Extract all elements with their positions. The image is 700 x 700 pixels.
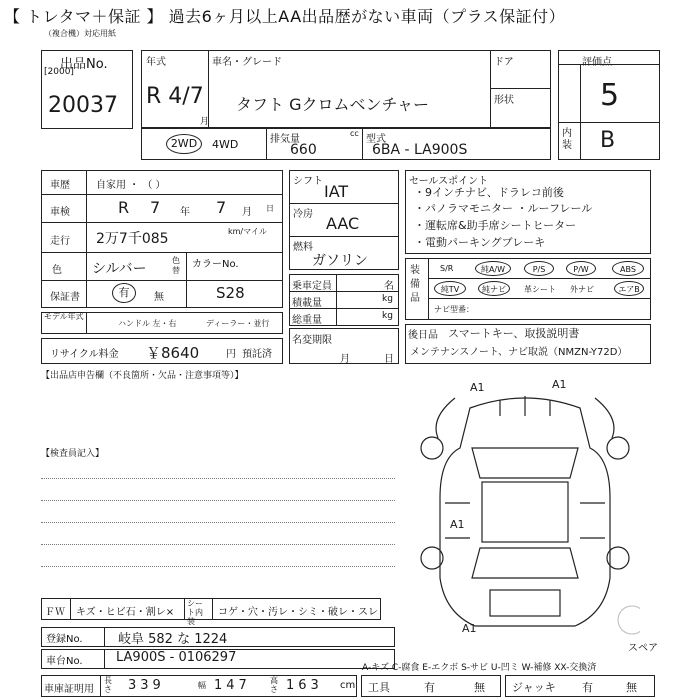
equip-airbag: エアB <box>614 281 644 296</box>
damage-mark-rear: A1 <box>462 622 477 635</box>
damage-mark-front-left: A1 <box>470 381 485 394</box>
drive-2wd: 2WD <box>166 134 202 154</box>
after-line-2: メンテナンスノート、ナビ取説（NMZN-Y72D） <box>410 347 628 358</box>
lot-number: 20037 <box>48 93 118 118</box>
certificate-unit: cm <box>340 680 356 691</box>
displacement-unit: cc <box>350 129 359 138</box>
door-label: ドア <box>494 57 514 68</box>
type-label: 型式 <box>366 134 386 145</box>
model-spec-label: モデル年式 <box>44 312 84 321</box>
inspection-label: 車検 <box>50 207 70 218</box>
length-label: 長さ <box>104 676 112 694</box>
equip-sr: S/R <box>440 264 454 273</box>
title-change-day: 日 <box>384 354 394 365</box>
year-value: R 4/7 <box>146 84 204 109</box>
chassis-label: 車台No. <box>46 656 83 667</box>
equip-ext-navi: 外ナビ <box>570 285 594 294</box>
dealer-value: ディーラー・並行 <box>206 319 270 328</box>
handle-value: ハンドル 左・右 <box>118 319 177 328</box>
damage-legend: A-キズ C-腐食 E-エクボ S-サビ U-凹ミ W-補修 XX-交換済 <box>362 663 597 673</box>
chassis-value: LA900S - 0106297 <box>116 650 237 665</box>
car-damage-diagram <box>410 378 640 640</box>
selling-line-1: ・9インチナビ、ドラレコ前後 <box>414 186 564 199</box>
fw-items: キズ・ヒビ石・割レ× <box>76 607 175 618</box>
tools-yes: 有 <box>424 681 435 694</box>
warranty-yes: 有 <box>112 283 136 303</box>
color-change-label: 色替 <box>172 256 180 275</box>
score-value: 5 <box>600 78 620 113</box>
year-suffix: 月 <box>200 117 210 127</box>
recycle-value: ￥8640 <box>146 344 200 362</box>
height-value: 163 <box>286 678 323 693</box>
interior-label: 内装 <box>562 128 572 151</box>
ac-label: 冷房 <box>293 209 313 220</box>
shift-label: シフト <box>293 176 323 187</box>
colorno-value: S28 <box>216 284 245 302</box>
model-label: 車名・グレード <box>212 57 282 68</box>
width-value: 147 <box>214 678 251 693</box>
warranty-label: 保証書 <box>50 292 80 303</box>
equip-power-steering: P/S <box>524 261 554 276</box>
after-line-1: スマートキー、取扱説明書 <box>448 327 580 340</box>
selling-label: セールスポイント <box>409 176 489 187</box>
selling-line-4: ・電動パーキングブレーキ <box>414 236 546 249</box>
inspection-month-unit: 月 <box>242 207 252 218</box>
equip-leather: 革シート <box>524 285 556 294</box>
mileage-label: 走行 <box>50 236 70 247</box>
lot-code: [2000] <box>44 67 74 77</box>
weight-label: 総重量 <box>292 315 322 326</box>
registration-value: 岐阜 582 な 1224 <box>118 632 228 647</box>
registration-label: 登録No. <box>46 634 83 645</box>
color-label: 色 <box>52 265 62 276</box>
warranty-no: 無 <box>154 292 164 303</box>
weight-unit: kg <box>382 311 393 321</box>
equip-tv: 純TV <box>434 281 466 296</box>
drive-4wd: 4WD <box>212 138 239 151</box>
inspection-year-unit: 年 <box>180 207 190 218</box>
lot-label: 出品No. <box>60 57 108 72</box>
fw-label: ＦＷ <box>45 607 65 618</box>
title-change-label: 名変期限 <box>292 335 332 346</box>
subnote: （複合機）対応用紙 <box>44 29 116 38</box>
load-label: 積載量 <box>292 298 322 309</box>
recycle-note: 預託済 <box>242 349 272 360</box>
equip-power-window: P/W <box>566 261 596 276</box>
mileage-value: 2万7千085 <box>96 231 169 247</box>
after-label: 後日品 <box>408 330 438 341</box>
equip-abs: ABS <box>612 261 644 276</box>
jack-no: 無 <box>626 681 637 694</box>
lot-box <box>41 50 133 129</box>
history-label: 車歴 <box>50 180 70 191</box>
banner: 【 トレタマ＋保証 】 過去6ヶ月以上AA出品歴がない車両（プラス保証付） <box>4 7 566 26</box>
damage-mark-front-right: A1 <box>552 378 567 391</box>
year-label: 年式 <box>146 57 166 68</box>
jack-label: ジャッキ <box>512 681 556 694</box>
jack-yes: 有 <box>582 681 593 694</box>
displacement-value: 660 <box>290 142 317 158</box>
length-value: 339 <box>128 678 165 693</box>
inspection-year: 7 <box>150 198 161 217</box>
model-value: タフト Gクロムベンチャー <box>236 95 430 114</box>
recycle-unit: 円 <box>226 349 236 360</box>
inspection-era: R <box>118 198 130 217</box>
recycle-label: リサイクル料金 <box>50 349 119 360</box>
ac-value: AAC <box>326 214 360 233</box>
shift-value: IAT <box>324 182 349 201</box>
shape-label: 形状 <box>494 95 514 106</box>
mileage-unit: km/マイル <box>228 227 267 236</box>
capacity-unit: 名 <box>384 281 394 292</box>
type-value: 6BA - LA900S <box>372 142 468 158</box>
color-value: シルバー <box>92 261 147 277</box>
equip-label: 装備品 <box>410 265 420 304</box>
certificate-label: 車庫証明用 <box>44 684 94 695</box>
selling-line-2: ・パノラマモニター ・ルーフレール <box>414 202 593 215</box>
report-label: 【出品店申告欄（不良箇所・欠品・注意事項等）】 <box>41 371 244 381</box>
load-unit: kg <box>382 294 393 304</box>
inspection-day-unit: 日 <box>266 204 274 213</box>
fuel-label: 燃料 <box>293 242 313 253</box>
equip-navi: 純ナビ <box>478 281 510 296</box>
score-label: 評価点 <box>582 57 612 68</box>
seat-items: コゲ・穴・汚レ・シミ・破レ・スレ <box>218 607 378 618</box>
fuel-value: ガソリン <box>312 253 368 269</box>
tools-no: 無 <box>474 681 485 694</box>
spec-row <box>141 128 551 160</box>
equip-alloy-wheel: 純A/W <box>475 261 511 276</box>
capacity-label: 乗車定員 <box>292 281 332 292</box>
height-label: 高さ <box>270 676 278 694</box>
inspector-label: 【検査員記入】 <box>41 449 105 459</box>
title-change-month: 月 <box>340 354 350 365</box>
inspection-month: 7 <box>216 198 227 217</box>
colorno-label: カラーNo. <box>192 259 239 270</box>
navi-model-label: ナビ型番： <box>434 305 474 314</box>
selling-line-3: ・運転席&助手席シートヒーター <box>414 219 577 232</box>
seat-label: シート内装 <box>187 599 203 626</box>
interior-value: B <box>600 128 616 153</box>
width-label: 幅 <box>198 681 206 690</box>
tools-label: 工具 <box>368 681 390 694</box>
displacement-label: 排気量 <box>270 134 300 145</box>
damage-mark-left-side: A1 <box>450 518 465 531</box>
spare-label: スペア <box>628 643 658 654</box>
history-value: 自家用 ・ （ ） <box>96 180 166 191</box>
